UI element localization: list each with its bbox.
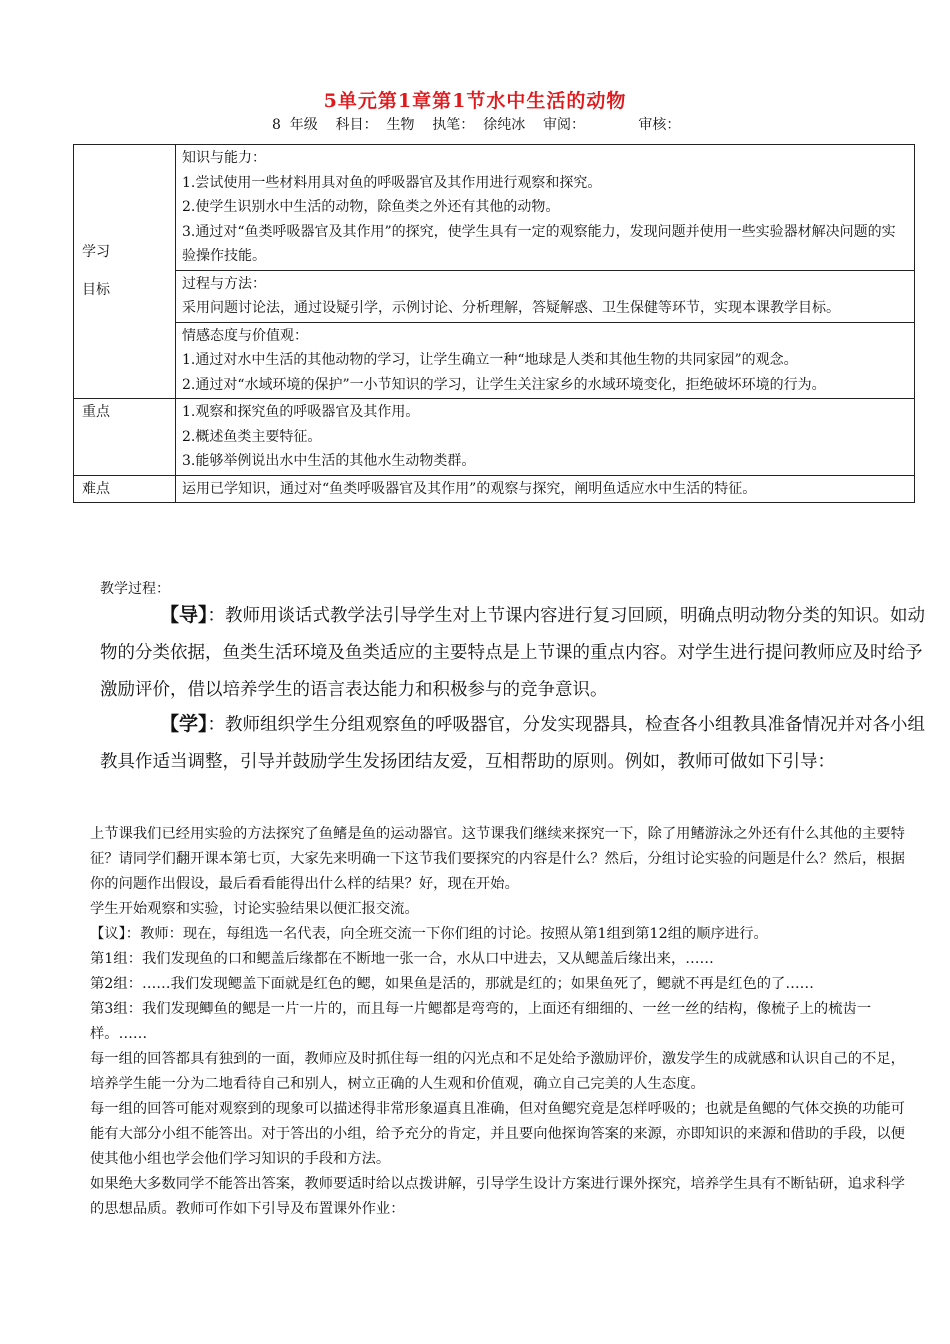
knowledge-line: 1.尝试使用一些材料用具对鱼的呼吸器官及其作用进行观察和探究。 [182, 174, 602, 191]
dao-tag: 【导】 [160, 604, 208, 626]
key-cell [176, 399, 915, 476]
emotion-cell [176, 322, 915, 399]
key-label: 重点 [74, 399, 176, 476]
process-heading: 过程与方法： [182, 275, 266, 292]
body-paragraph: 第3组：我们发现鲫鱼的鳃是一片一片的，而且每一片鳃都是弯弯的，上面还有细细的、一丝一丝的结构，像梳子上的梳齿一样。…… [90, 1001, 872, 1042]
key-line: 2.概述鱼类主要特征。 [182, 428, 322, 445]
knowledge-line: 2.使学生识别水中生活的动物，除鱼类之外还有其他的动物。 [182, 199, 560, 215]
body-paragraph: 第1组：我们发现鱼的口和鳃盖后缘都在不断地一张一合，水从口中进去，又从鳃盖后缘出来，…… [90, 951, 714, 967]
body-paragraph: 【议】：教师：现在，每组选一名代表，向全班交流一下你们组的讨论。按照从第1组到第12组的顺序进行。 [90, 926, 768, 942]
difficulty-text: 运用已学知识，通过对“鱼类呼吸器官及其作用”的观察与探究，阐明鱼适应水中生活的特征。 [176, 475, 915, 503]
emotion-line: 1.通过对水中生活的其他动物的学习，让学生确立一种“地球是人类和其他生物的共同家园”的观念。 [182, 352, 798, 368]
knowledge-cell [176, 145, 915, 271]
body-paragraph: 第2组：……我们发现鳃盖下面就是红色的鳃，如果鱼是活的，那就是红的；如果鱼死了，鳃就不再是红色的了…… [90, 976, 814, 992]
lesson-body [90, 822, 915, 1222]
body-paragraph: 学生开始观察和实验，讨论实验结果以便汇报交流。 [90, 901, 419, 917]
body-paragraph: 如果绝大多数同学不能答出答案，教师要适时给以点拨讲解，引导学生设计方案进行课外探究，培养学生具有不断钻研，追求科学的思想品质。教师可作如下引导及布置课外作业： [90, 1176, 905, 1217]
process-cell [176, 270, 915, 322]
goals-table [73, 144, 915, 503]
difficulty-label: 难点 [74, 475, 176, 503]
knowledge-heading: 知识与能力： [182, 150, 266, 166]
knowledge-line: 3.通过对“鱼类呼吸器官及其作用”的探究，使学生具有一定的观察能力，发现问题并使用一些实验器材解决问题的实验操作技能。 [182, 223, 896, 264]
key-line: 1.观察和探究鱼的呼吸器官及其作用。 [182, 404, 420, 420]
emotion-line: 2.通过对“水域环境的保护”一小节知识的学习，让学生关注家乡的水域环境变化，拒绝破坏环境的行为。 [182, 376, 826, 393]
emotion-heading: 情感态度与价值观： [182, 327, 308, 344]
xue-tag: 【学】 [160, 713, 208, 735]
process-line: 采用问题讨论法，通过设疑引学，示例讨论、分析理解，答疑解惑、卫生保健等环节，实现本课教学目标。 [182, 300, 840, 316]
process-label: 教学过程： [100, 581, 170, 597]
page-title: 5单元第1章第1节水中生活的动物 [323, 90, 627, 112]
key-line: 3.能够举例说出水中生活的其他水生动物类群。 [182, 453, 476, 469]
body-paragraph: 每一组的回答都具有独到的一面，教师应及时抓住每一组的闪光点和不足处给予激励评价，激发学生的成就感和认识自己的不足，培养学生能一分为二地看待自己和别人，树立正确的人生观和价值观，确立自己完美的人生态度。 [90, 1051, 905, 1092]
xue-text: ：教师组织学生分组观察鱼的呼吸器官，分发实现器具，检查各小组教具准备情况并对各小组教具作适当调整，引导并鼓励学生发扬团结友爱，互相帮助的原则。例如，教师可做如下引导： [100, 715, 926, 772]
meta-line: 8 年级 科目： 生物 执笔： 徐纯冰 审阅： 审核： [272, 117, 681, 133]
xue-paragraph [100, 706, 930, 781]
dao-paragraph [100, 597, 930, 709]
dao-text: ：教师用谈话式教学法引导学生对上节课内容进行复习回顾，明确点明动物分类的知识。如动物的分类依据，鱼类生活环境及鱼类适应的主要特点是上节课的重点内容。对学生进行提问教师应及时给予激励评价，借以培养学生的语言表达能力和积极参与的竞争意识。 [100, 606, 926, 700]
goals-label-2: 目标 [82, 282, 110, 298]
goals-label-1: 学习 [82, 243, 110, 260]
body-paragraph: 每一组的回答可能对观察到的现象可以描述得非常形象逼真且准确，但对鱼鳃究竟是怎样呼吸的；也就是鱼鳃的气体交换的功能可能有大部分小组不能答出。对于答出的小组，给予充分的肯定，并且要向他探询答案的来源，亦即知识的来源和借助的手段，以便使其他小组也学会他们学习知识的手段和方法。 [90, 1101, 905, 1167]
body-paragraph: 上节课我们已经用实验的方法探究了鱼鳍是鱼的运动器官。这节课我们继续来探究一下，除了用鳍游泳之外还有什么其他的主要特征？请同学们翻开课本第七页，大家先来明确一下这节我们要探究的内容是什么？然后，分组讨论实验的问题是什么？然后，根据你的问题作出假设，最后看看能得出什么样的结果？好，现在开始。 [90, 826, 905, 892]
goals-label-cell [74, 145, 176, 399]
